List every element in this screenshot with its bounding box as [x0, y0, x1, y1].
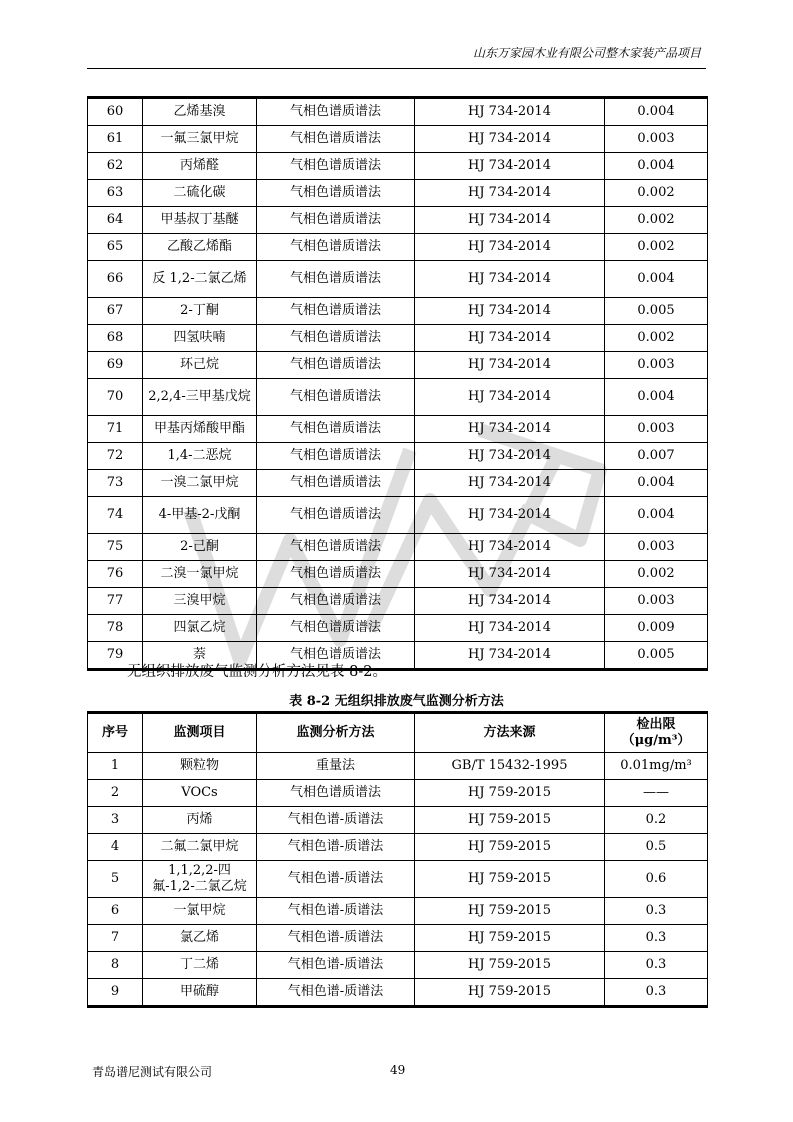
page-number: 49 [390, 1063, 406, 1077]
cell-item: 反 1,2-二氯乙烯 [143, 261, 257, 298]
cell-method: 气相色谱质谱法 [257, 261, 415, 298]
cell-limit: 0.004 [605, 379, 708, 416]
cell-limit: 0.003 [605, 352, 708, 379]
cell-limit: 0.004 [605, 497, 708, 534]
cell-method: 气相色谱质谱法 [257, 588, 415, 615]
cell-limit: 0.004 [605, 98, 708, 126]
table-row [88, 325, 708, 352]
page-header-title: 山东万家园木业有限公司整木家装产品项目 [472, 46, 701, 60]
cell-method: 气相色谱质谱法 [257, 126, 415, 153]
header-divider [87, 68, 706, 69]
cell-item: 甲基叔丁基醚 [143, 207, 257, 234]
cell-item: 2,2,4-三甲基戊烷 [143, 379, 257, 416]
table-row [88, 898, 708, 925]
cell-source: HJ 759-2015 [415, 898, 605, 925]
cell-no: 5 [88, 861, 143, 898]
cell-method: 气相色谱质谱法 [257, 98, 415, 126]
table-8-2-caption: 表 8-2 无组织排放废气监测分析方法 [289, 694, 504, 709]
cell-source: HJ 734-2014 [415, 588, 605, 615]
cell-no: 75 [88, 534, 143, 561]
header-limit-label: 检出限 [636, 717, 676, 732]
cell-no: 73 [88, 470, 143, 497]
cell-method: 气相色谱质谱法 [257, 298, 415, 325]
cell-method: 气相色谱-质谱法 [257, 861, 415, 898]
table-row [88, 979, 708, 1007]
table-row [88, 153, 708, 180]
cell-item: 乙烯基溴 [143, 98, 257, 126]
cell-no: 2 [88, 780, 143, 807]
table-row [88, 534, 708, 561]
cell-source: HJ 734-2014 [415, 534, 605, 561]
cell-item: 丁二烯 [143, 952, 257, 979]
cell-item: 2-丁酮 [143, 298, 257, 325]
cell-method: 气相色谱质谱法 [257, 207, 415, 234]
cell-limit: 0.01mg/m³ [605, 753, 708, 780]
cell-no: 68 [88, 325, 143, 352]
table-row [88, 780, 708, 807]
table-row [88, 470, 708, 497]
cell-source: HJ 734-2014 [415, 352, 605, 379]
header-method: 监测分析方法 [257, 713, 415, 753]
cell-no: 61 [88, 126, 143, 153]
cell-item: 甲基丙烯酸甲酯 [143, 416, 257, 443]
cell-method: 气相色谱-质谱法 [257, 834, 415, 861]
cell-item: 2-己酮 [143, 534, 257, 561]
cell-source: HJ 734-2014 [415, 234, 605, 261]
cell-method: 气相色谱质谱法 [257, 534, 415, 561]
cell-method: 气相色谱质谱法 [257, 443, 415, 470]
cell-method: 气相色谱质谱法 [257, 561, 415, 588]
cell-method: 气相色谱-质谱法 [257, 898, 415, 925]
cell-no: 65 [88, 234, 143, 261]
cell-no: 60 [88, 98, 143, 126]
cell-no: 74 [88, 497, 143, 534]
cell-item: 氯乙烯 [143, 925, 257, 952]
cell-source: HJ 759-2015 [415, 979, 605, 1007]
cell-no: 8 [88, 952, 143, 979]
cell-no: 64 [88, 207, 143, 234]
cell-method: 气相色谱质谱法 [257, 153, 415, 180]
cell-source: HJ 734-2014 [415, 615, 605, 642]
cell-limit: 0.007 [605, 443, 708, 470]
cell-method: 气相色谱-质谱法 [257, 952, 415, 979]
cell-no: 3 [88, 807, 143, 834]
cell-source: HJ 734-2014 [415, 416, 605, 443]
cell-item: 二氟二氯甲烷 [143, 834, 257, 861]
table-row [88, 443, 708, 470]
table-row [88, 352, 708, 379]
table-row [88, 952, 708, 979]
cell-item: 二溴一氯甲烷 [143, 561, 257, 588]
cell-no: 69 [88, 352, 143, 379]
cell-item: 一溴二氯甲烷 [143, 470, 257, 497]
cell-limit: 0.009 [605, 615, 708, 642]
cell-source: HJ 759-2015 [415, 807, 605, 834]
table-row [88, 834, 708, 861]
cell-source: HJ 759-2015 [415, 780, 605, 807]
cell-limit: 0.004 [605, 153, 708, 180]
cell-limit: 0.002 [605, 207, 708, 234]
cell-no: 76 [88, 561, 143, 588]
cell-method: 气相色谱质谱法 [257, 497, 415, 534]
table-row [88, 416, 708, 443]
cell-item: 三溴甲烷 [143, 588, 257, 615]
cell-source: HJ 734-2014 [415, 98, 605, 126]
cell-limit: 0.6 [605, 861, 708, 898]
cell-no: 67 [88, 298, 143, 325]
monitoring-methods-table-continued [87, 96, 708, 671]
table-row [88, 261, 708, 298]
cell-limit: 0.003 [605, 588, 708, 615]
cell-limit: 0.3 [605, 925, 708, 952]
cell-limit: 0.005 [605, 642, 708, 670]
cell-item: 四氢呋喃 [143, 325, 257, 352]
table-row [88, 234, 708, 261]
cell-no: 7 [88, 925, 143, 952]
cell-limit: 0.5 [605, 834, 708, 861]
cell-no: 78 [88, 615, 143, 642]
cell-source: HJ 759-2015 [415, 861, 605, 898]
cell-method: 气相色谱质谱法 [257, 379, 415, 416]
cell-item: 颗粒物 [143, 753, 257, 780]
cell-source: HJ 734-2014 [415, 642, 605, 670]
cell-method: 气相色谱质谱法 [257, 325, 415, 352]
cell-item: 一氯甲烷 [143, 898, 257, 925]
cell-no: 66 [88, 261, 143, 298]
cell-limit: 0.002 [605, 180, 708, 207]
cell-method: 气相色谱质谱法 [257, 615, 415, 642]
cell-source: HJ 734-2014 [415, 261, 605, 298]
cell-source: HJ 734-2014 [415, 561, 605, 588]
cell-item: 4-甲基-2-戊酮 [143, 497, 257, 534]
cell-method: 气相色谱质谱法 [257, 642, 415, 670]
cell-item: 乙酸乙烯酯 [143, 234, 257, 261]
cell-limit: 0.004 [605, 261, 708, 298]
table-row [88, 753, 708, 780]
cell-method: 气相色谱质谱法 [257, 416, 415, 443]
cell-method: 气相色谱质谱法 [257, 180, 415, 207]
table-row [88, 98, 708, 126]
cell-item: 四氯乙烷 [143, 615, 257, 642]
footer-company: 青岛谱尼测试有限公司 [92, 1065, 213, 1079]
cell-no: 1 [88, 753, 143, 780]
header-no: 序号 [88, 713, 143, 753]
cell-source: HJ 734-2014 [415, 497, 605, 534]
cell-source: HJ 759-2015 [415, 834, 605, 861]
cell-method: 气相色谱-质谱法 [257, 925, 415, 952]
cell-source: HJ 734-2014 [415, 443, 605, 470]
cell-method: 气相色谱质谱法 [257, 470, 415, 497]
cell-source: HJ 734-2014 [415, 180, 605, 207]
cell-method: 重量法 [257, 753, 415, 780]
table-row [88, 615, 708, 642]
cell-limit: 0.002 [605, 234, 708, 261]
cell-limit: 0.002 [605, 561, 708, 588]
cell-limit: 0.003 [605, 126, 708, 153]
cell-limit: 0.005 [605, 298, 708, 325]
cell-no: 9 [88, 979, 143, 1007]
cell-limit: 0.002 [605, 325, 708, 352]
header-item: 监测项目 [143, 713, 257, 753]
cell-method: 气相色谱质谱法 [257, 234, 415, 261]
table-row [88, 497, 708, 534]
cell-method: 气相色谱-质谱法 [257, 979, 415, 1007]
cell-item: 丙烯 [143, 807, 257, 834]
fugitive-emission-methods-table [87, 711, 708, 1008]
cell-item: 1,1,2,2-四氟-1,2-二氯乙烷 [143, 861, 257, 898]
cell-no: 72 [88, 443, 143, 470]
cell-source: HJ 734-2014 [415, 207, 605, 234]
cell-no: 62 [88, 153, 143, 180]
cell-limit: 0.2 [605, 807, 708, 834]
cell-method: 气相色谱-质谱法 [257, 807, 415, 834]
cell-limit: 0.3 [605, 952, 708, 979]
table-row [88, 588, 708, 615]
table-row [88, 207, 708, 234]
cell-source: HJ 734-2014 [415, 298, 605, 325]
table-row [88, 561, 708, 588]
cell-item: 丙烯醛 [143, 153, 257, 180]
cell-item: VOCs [143, 780, 257, 807]
cell-source: HJ 734-2014 [415, 379, 605, 416]
cell-item: 环己烷 [143, 352, 257, 379]
cell-limit: 0.3 [605, 979, 708, 1007]
cell-item: 1,4-二恶烷 [143, 443, 257, 470]
table-header-row [88, 713, 708, 753]
cell-source: HJ 734-2014 [415, 470, 605, 497]
cell-no: 4 [88, 834, 143, 861]
cell-source: HJ 734-2014 [415, 153, 605, 180]
cell-no: 6 [88, 898, 143, 925]
cell-source: HJ 759-2015 [415, 952, 605, 979]
cell-limit: —— [605, 780, 708, 807]
cell-source: HJ 734-2014 [415, 325, 605, 352]
cell-no: 70 [88, 379, 143, 416]
cell-limit: 0.004 [605, 470, 708, 497]
cell-method: 气相色谱质谱法 [257, 352, 415, 379]
cell-no: 71 [88, 416, 143, 443]
cell-no: 79 [88, 642, 143, 670]
table-row [88, 925, 708, 952]
cell-no: 77 [88, 588, 143, 615]
cell-no: 63 [88, 180, 143, 207]
cell-limit: 0.003 [605, 416, 708, 443]
header-limit [605, 713, 708, 753]
note-text: 无组织排放废气监测分析方法见表 8-2。 [127, 664, 387, 680]
table-row [88, 180, 708, 207]
header-source: 方法来源 [415, 713, 605, 753]
cell-limit: 0.003 [605, 534, 708, 561]
cell-item: 甲硫醇 [143, 979, 257, 1007]
header-limit-unit: （μg/m³） [621, 733, 691, 748]
table-row [88, 126, 708, 153]
cell-limit: 0.3 [605, 898, 708, 925]
cell-item: 萘 [143, 642, 257, 670]
cell-source: GB/T 15432-1995 [415, 753, 605, 780]
table-row [88, 807, 708, 834]
table-row [88, 379, 708, 416]
table-row [88, 298, 708, 325]
cell-source: HJ 734-2014 [415, 126, 605, 153]
cell-item: 二硫化碳 [143, 180, 257, 207]
cell-item: 一氟三氯甲烷 [143, 126, 257, 153]
table-row [88, 861, 708, 898]
cell-method: 气相色谱质谱法 [257, 780, 415, 807]
cell-source: HJ 759-2015 [415, 925, 605, 952]
